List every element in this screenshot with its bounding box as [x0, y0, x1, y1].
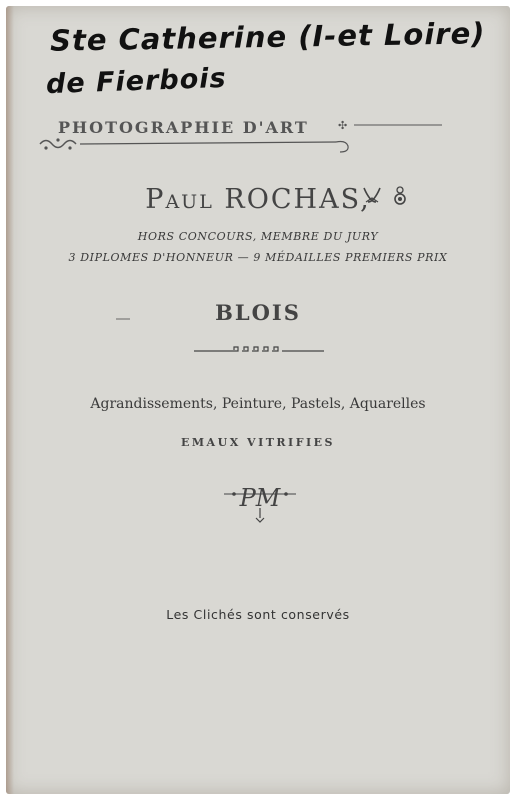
studio-heading: PHOTOGRAPHIE D'ART — [58, 118, 309, 137]
photographer-name: Paul ROCHAS, — [145, 184, 371, 215]
monogram-logo — [220, 478, 300, 524]
services-list: Agrandissements, Peinture, Pastels, Aquarelles — [90, 396, 426, 412]
distinction-line-2: 3 DIPLOMES D'HONNEUR — 9 MÉDAILLES PREMIERS PRIX — [68, 251, 448, 264]
handwritten-location: Ste Catherine (I-et Loire) — [49, 16, 486, 58]
medals-icon — [360, 182, 420, 210]
photograph-card-back — [6, 6, 510, 794]
monogram-letters: PM — [239, 484, 281, 512]
city-name: BLOIS — [215, 300, 301, 325]
negatives-kept-note: Les Clichés sont conservés — [166, 607, 350, 622]
svg-text:✣: ✣ — [338, 119, 348, 132]
heading-rule-ornament — [336, 116, 446, 136]
enamel-specialty: EMAUX VITRIFIES — [181, 436, 335, 449]
small-mark — [114, 316, 134, 322]
greek-key-divider — [192, 344, 326, 358]
handwritten-location-2: de Fierbois — [45, 62, 228, 101]
distinction-line-1: HORS CONCOURS, MEMBRE DU JURY — [137, 230, 379, 243]
flourish-ornament — [36, 134, 356, 156]
